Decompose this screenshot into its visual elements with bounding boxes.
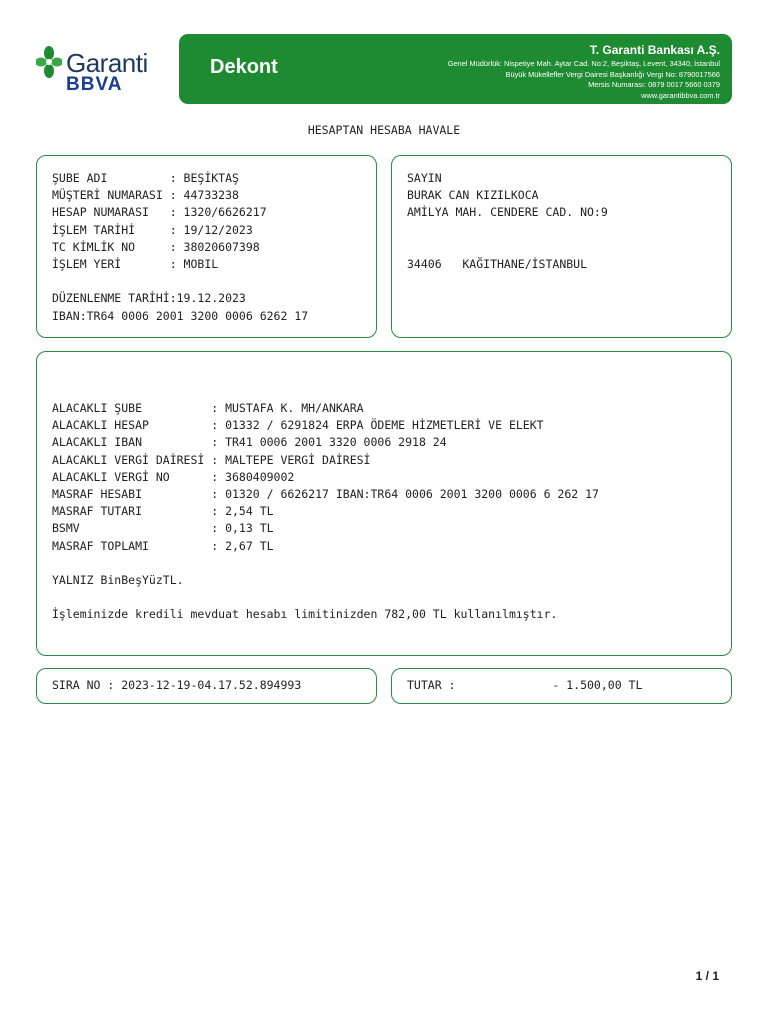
transaction-date-line: İŞLEM TARİHİ : 19/12/2023 xyxy=(52,222,253,237)
document-title: HESAPTAN HESABA HAVALE xyxy=(307,123,461,137)
customer-number-line: MÜŞTERİ NUMARASI : 44733238 xyxy=(52,188,239,203)
address-street: AMİLYA MAH. CENDERE CAD. NO:9 xyxy=(407,205,608,220)
detail-line: MASRAF HESABI : 01320 / 6626217 IBAN:TR64 0006 2001 3200 0006 6 262 17 xyxy=(52,487,599,502)
transaction-place-line: İŞLEM YERİ : MOBIL xyxy=(52,257,219,272)
detail-line: ALACAKLI VERGİ DAİRESİ : MALTEPE VERGİ DAİRESİ xyxy=(52,452,371,467)
detail-line: ALACAKLI ŞUBE : MUSTAFA K. MH/ANKARA xyxy=(52,401,364,415)
amount-total: TUTAR : - 1.500,00 TL xyxy=(407,678,643,692)
customer-name: BURAK CAN KIZILKOCA xyxy=(407,188,539,203)
bank-name: T. Garanti Bankası A.Ş. xyxy=(589,43,720,57)
page-number: 1 / 1 xyxy=(695,969,719,983)
tc-id-line: TC KİMLİK NO : 38020607398 xyxy=(52,239,260,254)
amount-box xyxy=(391,668,732,704)
banner-title: Dekont xyxy=(210,56,278,78)
sequence-number-box xyxy=(36,668,377,704)
logo-word: Garanti xyxy=(66,48,148,78)
bank-mersis: Mersis Numarası: 0879 0017 5660 0379 xyxy=(588,80,720,89)
detail-line: MASRAF TUTARI : 2,54 TL xyxy=(52,504,274,519)
amount-in-words: YALNIZ BinBeşYüzTL. xyxy=(52,573,184,588)
issue-date-line: DÜZENLENME TARİHİ:19.12.2023 xyxy=(52,291,246,306)
garanti-bbva-logo xyxy=(36,44,166,94)
sequence-number: SIRA NO : 2023-12-19-04.17.52.894993 xyxy=(52,678,302,692)
detail-line: MASRAF TOPLAMI : 2,67 TL xyxy=(52,538,274,553)
salutation: SAYIN xyxy=(407,171,442,185)
detail-line: BSMV : 0,13 TL xyxy=(52,521,274,536)
detail-line: ALACAKLI VERGİ NO : 3680409002 xyxy=(52,469,295,484)
recipient-box xyxy=(391,155,732,338)
detail-line: ALACAKLI IBAN : TR41 0006 2001 3320 0006 2918 24 xyxy=(52,435,447,450)
clover-icon xyxy=(36,46,62,80)
bank-website: www.garantibbva.com.tr xyxy=(641,90,720,100)
bank-address: Genel Müdürlük: Nispetiye Mah. Aytar Cad. No:2, Beşiktaş, Levent, 34340, İstanbul xyxy=(447,59,720,68)
account-info-box xyxy=(36,155,377,338)
overdraft-note: İşleminizde kredili mevduat hesabı limitinizden 782,00 TL kullanılmıştır. xyxy=(52,607,558,622)
detail-line: ALACAKLI HESAP : 01332 / 6291824 ERPA ÖDEME HİZMETLERİ VE ELEKT xyxy=(52,418,544,433)
iban-line: IBAN:TR64 0006 2001 3200 0006 6262 17 xyxy=(52,308,309,323)
account-number-line: HESAP NUMARASI : 1320/6626217 xyxy=(52,205,267,220)
transfer-details-box xyxy=(36,351,732,656)
logo-sub: BBVA xyxy=(66,74,123,95)
header-banner xyxy=(179,34,732,104)
bank-tax-info: Büyük Mükellefler Vergi Dairesi Başkanlığı Vergi No: 8790017566 xyxy=(505,69,720,79)
branch-line: ŞUBE ADI : BEŞİKTAŞ xyxy=(52,171,239,185)
address-city: 34406 KAĞITHANE/İSTANBUL xyxy=(407,256,588,271)
bank-info xyxy=(448,43,720,101)
